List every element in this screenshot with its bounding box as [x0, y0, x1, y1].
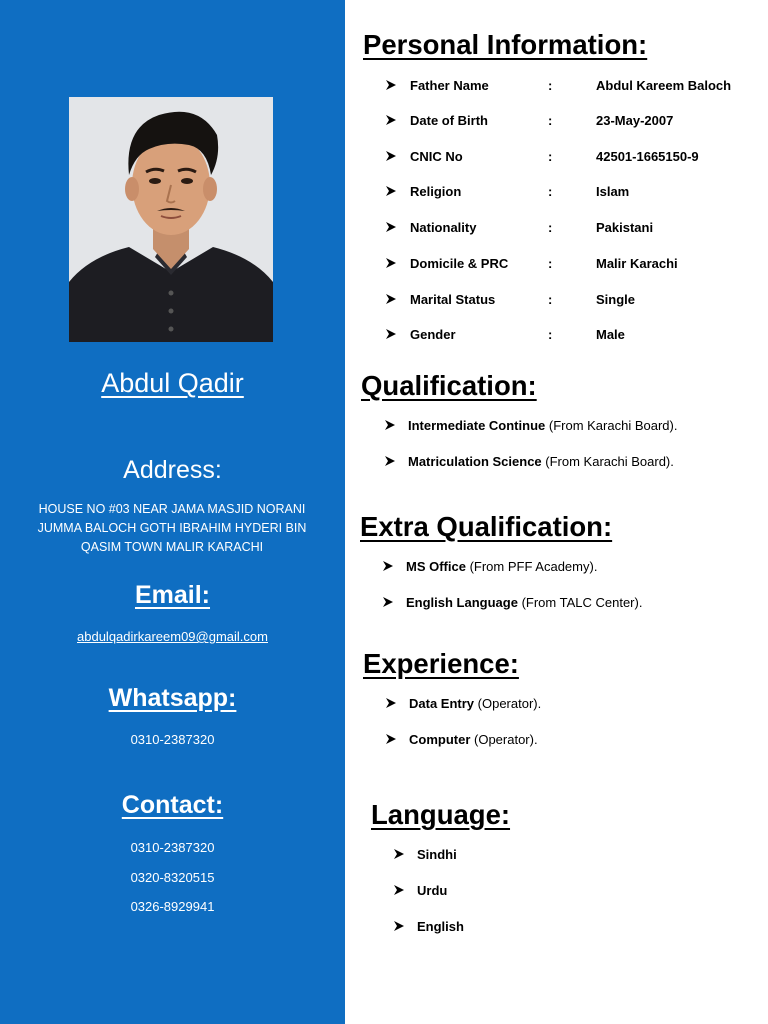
contact-list: [0, 840, 345, 929]
row-value: Pakistani: [596, 220, 654, 235]
row-colon: :: [548, 220, 553, 235]
personal-info-row: [386, 113, 756, 133]
row-value: Malir Karachi: [596, 256, 678, 271]
item-title: Matriculation Science: [408, 454, 542, 469]
arrowhead-bullet-icon: [394, 921, 404, 931]
row-label: Nationality: [410, 220, 477, 235]
address-text: HOUSE NO #03 NEAR JAMA MASJID NORANI JUMMA BALOCH GOTH IBRAHIM HYDERI BIN QASIM TOWN MALIR KARACHI: [37, 502, 307, 554]
email-link[interactable]: abdulqadirkareem09@gmail.com: [77, 629, 268, 644]
sidebar: [0, 0, 345, 1024]
arrowhead-bullet-icon: [386, 698, 396, 708]
arrowhead-bullet-icon: [386, 294, 396, 304]
personal-info-row: [386, 184, 756, 204]
contact-number: 0310-2387320: [130, 840, 215, 855]
item-detail: (From TALC Center).: [517, 595, 643, 610]
arrowhead-bullet-icon: [386, 80, 396, 90]
item-title: English Language: [406, 595, 518, 610]
row-value: Single: [596, 292, 636, 307]
personal-info-row: [386, 327, 756, 347]
personal-info-row: [386, 149, 756, 169]
contact-number: 0320-8320515: [130, 869, 215, 885]
row-value: Abdul Kareem Baloch: [596, 78, 732, 93]
arrowhead-bullet-icon: [394, 885, 404, 895]
row-label: Marital Status: [410, 292, 496, 307]
row-value: Islam: [596, 184, 630, 199]
personal-info-heading: Personal Information:: [363, 29, 648, 60]
row-value: 42501-1665150-9: [596, 149, 699, 164]
personal-info-row: [386, 220, 756, 240]
row-colon: :: [548, 149, 553, 164]
arrowhead-bullet-icon: [383, 561, 393, 571]
language-heading: Language:: [371, 799, 511, 830]
language-name: Sindhi: [417, 847, 457, 862]
item-title: Computer: [409, 732, 471, 747]
item-detail: (Operator).: [474, 696, 542, 711]
row-colon: :: [548, 184, 553, 199]
language-name: English: [417, 919, 464, 934]
whatsapp-number: 0310-2387320: [130, 732, 215, 747]
personal-info-row: [386, 78, 756, 98]
arrowhead-bullet-icon: [386, 186, 396, 196]
row-colon: :: [548, 327, 553, 342]
experience-heading: Experience:: [363, 648, 519, 679]
language-name: Urdu: [417, 883, 448, 898]
item-detail: (From Karachi Board).: [545, 418, 678, 433]
address-heading: Address:: [123, 456, 222, 484]
row-colon: :: [548, 113, 553, 128]
item-title: Data Entry: [409, 696, 475, 711]
personal-info-row: [386, 256, 756, 276]
email-heading: Email:: [134, 581, 211, 609]
arrowhead-bullet-icon: [385, 456, 395, 466]
row-label: Religion: [410, 184, 462, 199]
item-title: MS Office: [406, 559, 466, 574]
profile-photo: [69, 97, 273, 342]
whatsapp-heading: Whatsapp:: [108, 684, 237, 712]
row-label: CNIC No: [410, 149, 463, 164]
arrowhead-bullet-icon: [386, 258, 396, 268]
arrowhead-bullet-icon: [385, 420, 395, 430]
row-colon: :: [548, 292, 553, 307]
row-value: Male: [596, 327, 625, 342]
arrowhead-bullet-icon: [383, 597, 393, 607]
arrowhead-bullet-icon: [386, 734, 396, 744]
row-value: 23-May-2007: [596, 113, 674, 128]
personal-info-row: [386, 292, 756, 312]
arrowhead-bullet-icon: [386, 115, 396, 125]
item-detail: (From Karachi Board).: [541, 454, 674, 469]
row-label: Gender: [410, 327, 456, 342]
item-title: Intermediate Continue: [408, 418, 546, 433]
candidate-name: Abdul Qadir: [101, 368, 244, 398]
qualification-heading: Qualification:: [361, 370, 537, 401]
row-colon: :: [548, 256, 553, 271]
profile-photo-illustration: [69, 97, 273, 342]
row-label: Domicile & PRC: [410, 256, 509, 271]
item-detail: (From PFF Academy).: [465, 559, 598, 574]
arrowhead-bullet-icon: [394, 849, 404, 859]
row-label: Father Name: [410, 78, 489, 93]
contact-number: 0326-8929941: [130, 899, 215, 914]
extra-qualification-heading: Extra Qualification:: [360, 511, 613, 542]
contact-heading: Contact:: [121, 791, 224, 819]
arrowhead-bullet-icon: [386, 151, 396, 161]
arrowhead-bullet-icon: [386, 222, 396, 232]
row-colon: :: [548, 78, 553, 93]
item-detail: (Operator).: [470, 732, 538, 747]
row-label: Date of Birth: [410, 113, 488, 128]
arrowhead-bullet-icon: [386, 329, 396, 339]
